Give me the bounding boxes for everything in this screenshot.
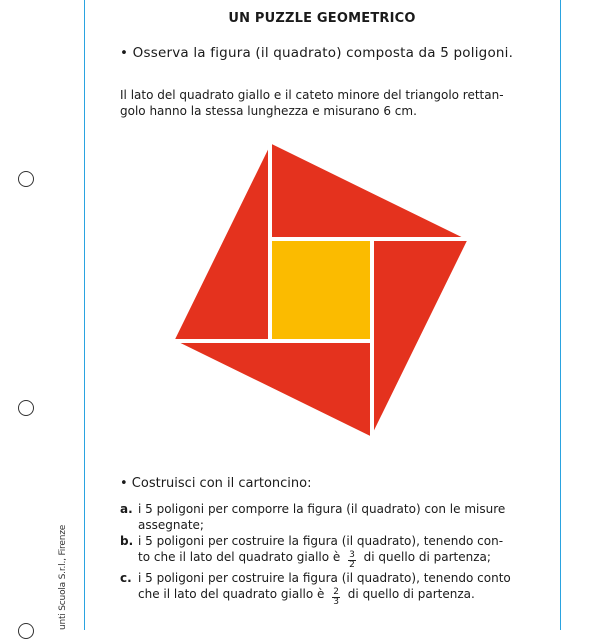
task-c: [120, 570, 550, 607]
binder-hole-bottom: [18, 623, 34, 639]
fraction-three-halves: [348, 551, 356, 570]
task-a: [120, 501, 550, 533]
task-c-line-2: [138, 586, 550, 607]
task-b-label: b.: [120, 534, 134, 548]
intro-line-1: Il lato del quadrato giallo e il cateto minore del triangolo rettan-: [120, 88, 504, 102]
binder-hole-middle: [18, 400, 34, 416]
publisher-credit: unti Scuola S.r.l., Firenze: [58, 524, 68, 630]
task-b-text-post: di quello di partenza;: [359, 550, 491, 564]
margin-rule-right: [560, 0, 561, 630]
task-c-label: c.: [120, 571, 132, 585]
triangle-left: [172, 141, 270, 341]
triangle-bottom: [172, 341, 372, 439]
fraction-numerator: 3: [349, 550, 355, 560]
task-a-label: a.: [120, 502, 133, 516]
intro-paragraph: [120, 87, 540, 119]
triangle-right: [372, 239, 470, 439]
central-square: [270, 239, 372, 341]
margin-rule-left: [84, 0, 85, 630]
task-c-text-pre: che il lato del quadrato giallo è: [138, 587, 329, 601]
task-b-text-pre: to che il lato del quadrato giallo è: [138, 550, 345, 564]
binder-hole-top: [18, 171, 34, 187]
task-a-line-2: assegnate;: [138, 518, 204, 532]
task-b-line-1: i 5 poligoni per costruire la figura (il quadrato), tenendo con-: [138, 534, 504, 548]
fraction-denominator: 2: [349, 560, 355, 570]
task-list: [120, 501, 550, 607]
instruction-observe: • Osserva la figura (il quadrato) composta da 5 poligoni.: [120, 45, 514, 61]
task-b-line-2: [138, 549, 550, 570]
instruction-build: • Costruisci con il cartoncino:: [120, 476, 312, 491]
page-title: UN PUZZLE GEOMETRICO: [228, 11, 416, 26]
fraction-numerator: 2: [333, 587, 339, 597]
fraction-two-thirds: [332, 588, 340, 607]
puzzle-figure: [160, 136, 480, 456]
task-c-line-1: i 5 poligoni per costruire la figura (il quadrato), tenendo conto: [138, 571, 511, 585]
task-b: [120, 533, 550, 570]
intro-line-2: golo hanno la stessa lunghezza e misurano 6 cm.: [120, 104, 417, 118]
binder-margin: [0, 0, 84, 630]
task-a-line-1: i 5 poligoni per comporre la figura (il quadrato) con le misure: [138, 502, 506, 516]
fraction-denominator: 3: [333, 597, 339, 607]
triangle-top: [270, 141, 470, 239]
task-c-text-post: di quello di partenza.: [343, 587, 475, 601]
